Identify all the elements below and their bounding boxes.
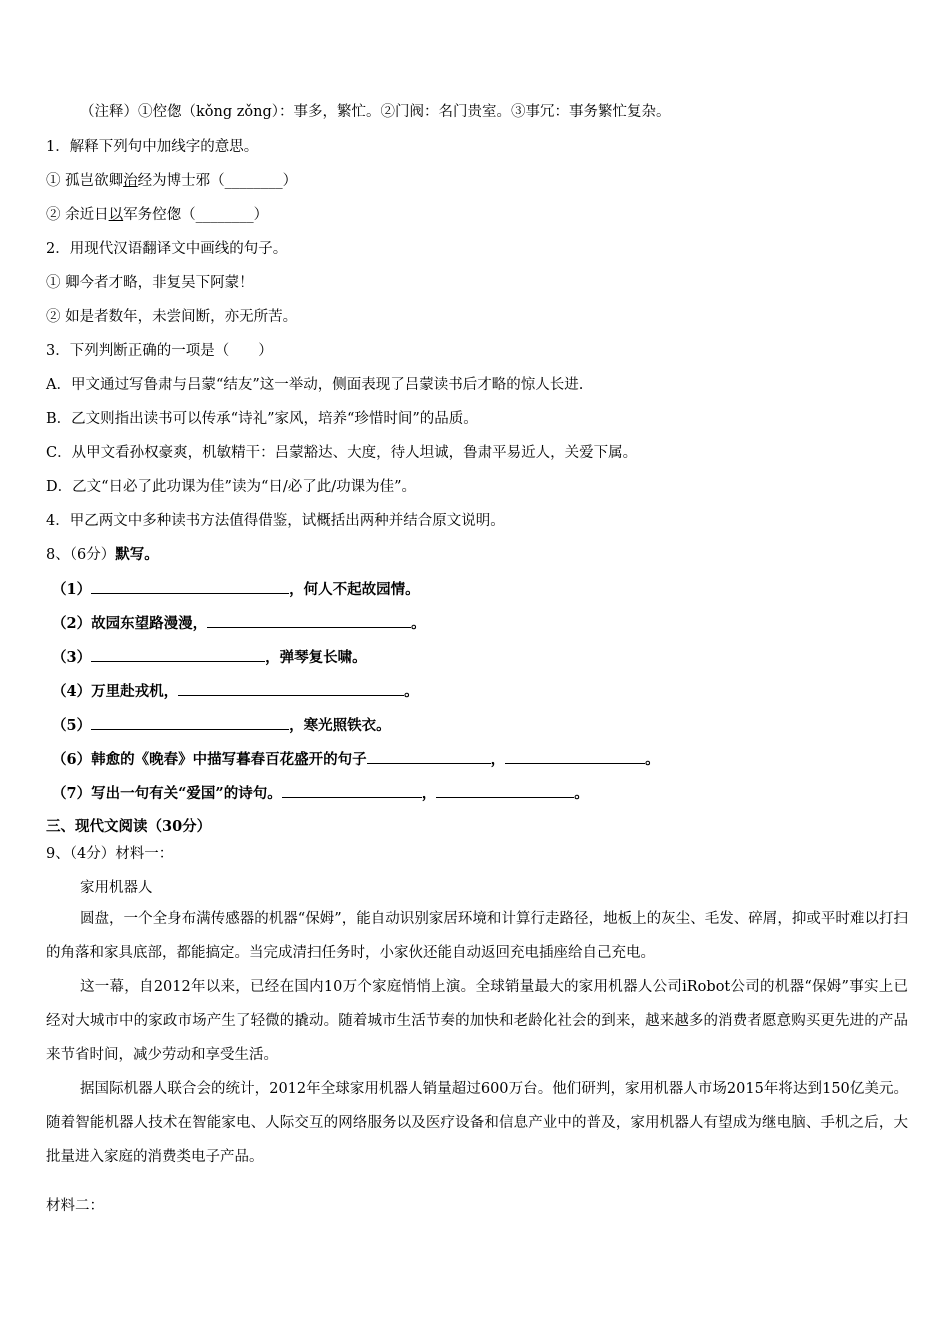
dictation-6-blank-1[interactable] <box>367 749 491 764</box>
material-2-label: 材料二： <box>46 1198 104 1214</box>
dictation-5-text: ，寒光照铁衣。 <box>289 717 391 734</box>
dictation-line-5 <box>52 715 391 736</box>
q1b-blank: 军务倥偬（________） <box>123 207 269 223</box>
question-1-title: 1．解释下列句中加线字的意思。 <box>46 139 259 155</box>
question-8-head <box>46 545 159 565</box>
dictation-line-3 <box>52 647 367 668</box>
dictation-5-blank[interactable] <box>91 715 289 730</box>
dictation-3-text: ，弹琴复长啸。 <box>265 649 367 666</box>
dictation-line-1 <box>52 579 420 600</box>
q1a-text: ① 孤岂欲卿 <box>46 173 124 189</box>
dictation-line-2 <box>52 613 426 634</box>
question-3-option-d: D．乙文“日必了此功课为佳”读为“日/必了此/功课为佳”。 <box>46 479 417 495</box>
question-3-title: 3．下列判断正确的一项是（ ） <box>46 343 273 359</box>
dictation-line-6 <box>52 749 660 770</box>
material-title: 家用机器人 <box>80 880 153 896</box>
question-9-head: 9、（4分）材料一： <box>46 846 174 862</box>
dictation-line-4 <box>52 681 419 702</box>
dictation-6-end: 。 <box>645 751 660 768</box>
dictation-4-text: （4）万里赴戎机， <box>52 683 179 700</box>
dictation-4-blank[interactable] <box>178 681 404 696</box>
material-paragraph-3: 据国际机器人联合会的统计，2012年全球家用机器人销量超过600万台。他们研判，家用机器人市场2015年将达到150亿美元。随着智能机器人技术在智能家电、人际交互的网络服务以及医疗设备和信息产业中的普及，家用机器人有望成为继电脑、手机之后，大批量进入家庭的消费类电子产品。 <box>46 1081 908 1165</box>
material-paragraph-1: 圆盘，一个全身布满传感器的机器“保姆”，能自动识别家居环境和计算行走路径，地板上的灰尘、毛发、碎屑，抑或平时难以打扫的角落和家具底部，都能搞定。当完成清扫任务时，小家伙还能自动返回充电插座给自己充电。 <box>46 911 908 961</box>
dictation-7-end: 。 <box>574 785 589 802</box>
q1b-text: ② 余近日 <box>46 207 109 223</box>
question-4: 4．甲乙两文中多种读书方法值得借鉴，试概括出两种并结合原文说明。 <box>46 513 505 529</box>
question-3-option-c: C．从甲文看孙权豪爽，机敏精干：吕蒙豁达、大度，待人坦诚，鲁肃平易近人，关爱下属。 <box>46 445 638 461</box>
dictation-6-comma: ， <box>490 751 506 768</box>
question-3-option-a: A．甲文通过写鲁肃与吕蒙“结友”这一举动，侧面表现了吕蒙读书后才略的惊人长进. <box>46 377 584 393</box>
dictation-5-number: （5） <box>52 717 92 734</box>
q1b-underlined-word: 以 <box>108 207 124 223</box>
dictation-6-blank-2[interactable] <box>505 749 645 764</box>
question-2-item-a: ① 卿今者才略，非复吴下阿蒙！ <box>46 275 254 291</box>
q8-title: 默写。 <box>115 546 159 563</box>
dictation-7-blank-1[interactable] <box>282 783 422 798</box>
dictation-1-text: ，何人不起故园情。 <box>289 581 420 598</box>
q8-score: 8、（6分） <box>46 547 116 563</box>
section-3-heading: 三、现代文阅读（30分） <box>46 818 212 835</box>
dictation-7-text: （7）写出一句有关“爱国”的诗句。 <box>52 785 282 802</box>
dictation-2-text: （2）故园东望路漫漫， <box>52 615 208 632</box>
question-3-option-b: B．乙文则指出读书可以传承“诗礼”家风，培养“珍惜时间”的品质。 <box>46 411 478 427</box>
q1a-blank: 经为博士邪（________） <box>137 173 298 189</box>
material-paragraph-2: 这一幕，自2012年以来，已经在国内10万个家庭悄悄上演。全球销量最大的家用机器人公司iRobot公司的机器“保姆”事实上已经对大城市中的家政市场产生了轻微的撬动。随着城市生活节奏的加快和老龄化社会的到来，越来越多的消费者愿意购买更先进的产品来节省时间，减少劳动和享受生活。 <box>46 979 908 1063</box>
question-1-item-b <box>46 205 268 225</box>
dictation-2-end: 。 <box>411 615 426 632</box>
dictation-1-number: （1） <box>52 581 92 598</box>
dictation-4-end: 。 <box>404 683 419 700</box>
q1a-underlined-word: 治 <box>123 173 138 189</box>
dictation-3-number: （3） <box>52 649 92 666</box>
dictation-2-blank[interactable] <box>207 613 411 628</box>
dictation-line-7 <box>52 783 589 804</box>
question-2-item-b: ② 如是者数年，未尝间断，亦无所苦。 <box>46 309 298 325</box>
dictation-7-blank-2[interactable] <box>436 783 574 798</box>
dictation-7-comma: ， <box>421 785 437 802</box>
dictation-1-blank[interactable] <box>91 579 289 594</box>
question-2-title: 2．用现代汉语翻译文中画线的句子。 <box>46 241 288 257</box>
dictation-6-text: （6）韩愈的《晚春》中描写暮春百花盛开的句子 <box>52 751 367 768</box>
annotation-note: （注释）①倥偬（kǒng zǒng）：事多，繁忙。②门阀：名门贵室。③事冗：事务繁忙复杂。 <box>80 104 671 120</box>
dictation-3-blank[interactable] <box>91 647 265 662</box>
question-1-item-a <box>46 171 297 191</box>
